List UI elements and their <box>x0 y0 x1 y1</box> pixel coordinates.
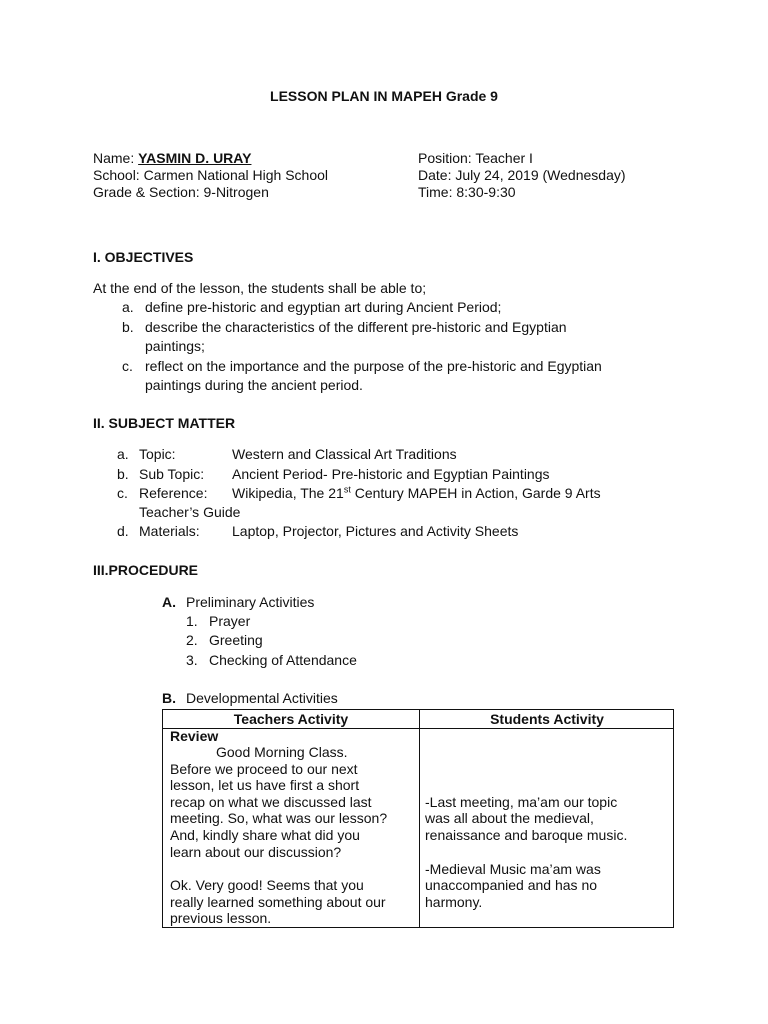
teacher-line-4: recap on what we discussed last <box>170 794 372 810</box>
preliminary-item-attendance: Checking of Attendance <box>209 652 357 668</box>
teacher-line-11: previous lesson. <box>170 910 272 926</box>
objective-text-b-cont: paintings; <box>145 338 205 354</box>
reference-sup: st <box>343 484 351 495</box>
procedure-heading: III.PROCEDURE <box>93 562 199 578</box>
objective-marker-a: a. <box>122 299 134 315</box>
procedure-b-title: Developmental Activities <box>186 690 338 706</box>
time-line: Time: 8:30-9:30 <box>418 184 516 200</box>
objective-text-c-cont: paintings during the ancient period. <box>145 377 363 393</box>
name-line <box>93 150 251 167</box>
teacher-line-1: Good Morning Class. <box>216 744 348 760</box>
teacher-line-3: lesson, let us have first a short <box>170 777 360 793</box>
student-line-2: was all about the medieval, <box>425 810 594 826</box>
table-header-divider <box>163 728 673 729</box>
subject-marker-c: c. <box>117 485 128 501</box>
subject-marker-d: d. <box>117 523 129 539</box>
students-activity-header: Students Activity <box>490 711 604 727</box>
objective-text-c: reflect on the importance and the purpose of the pre-historic and Egyptian <box>145 358 602 374</box>
grade-section-line: Grade & Section: 9-Nitrogen <box>93 184 269 200</box>
subject-value-topic: Western and Classical Art Traditions <box>232 446 457 462</box>
preliminary-item-prayer: Prayer <box>209 613 251 629</box>
student-line-1: -Last meeting, ma’am our topic <box>425 794 618 810</box>
subject-marker-b: b. <box>117 466 129 482</box>
subject-value-reference <box>232 485 601 502</box>
preliminary-item-greeting: Greeting <box>209 632 263 648</box>
teacher-line-9: Ok. Very good! Seems that you <box>170 877 364 893</box>
teacher-name: YASMIN D. URAY <box>138 150 252 166</box>
teacher-line-5: meeting. So, what was our lesson? <box>170 810 388 826</box>
procedure-b-marker: B. <box>162 690 176 706</box>
subject-label-reference: Reference: <box>139 485 208 501</box>
name-label: Name: <box>93 150 139 166</box>
preliminary-marker-3: 3. <box>186 652 198 668</box>
subject-reference-cont: Teacher’s Guide <box>139 504 241 520</box>
student-line-4: -Medieval Music ma’am was <box>425 861 601 877</box>
teacher-line-10: really learned something about our <box>170 894 386 910</box>
objective-text-b: describe the characteristics of the different pre-historic and Egyptian <box>145 319 567 335</box>
subject-label-subtopic: Sub Topic: <box>139 466 205 482</box>
objectives-intro: At the end of the lesson, the students shall be able to; <box>93 280 427 296</box>
teacher-line-7: learn about our discussion? <box>170 844 342 860</box>
subject-matter-heading: II. SUBJECT MATTER <box>93 415 236 431</box>
student-line-5: unaccompanied and has no <box>425 877 598 893</box>
objective-marker-b: b. <box>122 319 134 335</box>
teacher-line-2: Before we proceed to our next <box>170 761 358 777</box>
objective-text-a: define pre-historic and egyptian art during Ancient Period; <box>145 299 502 315</box>
document-title: LESSON PLAN IN MAPEH Grade 9 <box>270 88 498 104</box>
reference-pre: Wikipedia, The 21 <box>232 485 344 501</box>
table-column-divider <box>419 710 420 927</box>
objectives-heading: I. OBJECTIVES <box>93 249 194 265</box>
review-label: Review <box>170 728 219 744</box>
activity-table <box>162 709 674 928</box>
objective-marker-c: c. <box>122 358 133 374</box>
subject-value-subtopic: Ancient Period- Pre-historic and Egyptian Paintings <box>232 466 550 482</box>
teacher-line-6: And, kindly share what did you <box>170 827 360 843</box>
student-line-6: harmony. <box>425 894 483 910</box>
subject-marker-a: a. <box>117 446 129 462</box>
procedure-a-title: Preliminary Activities <box>186 594 315 610</box>
teachers-activity-header: Teachers Activity <box>233 711 349 727</box>
subject-label-topic: Topic: <box>139 446 176 462</box>
date-line: Date: July 24, 2019 (Wednesday) <box>418 167 626 183</box>
procedure-a-marker: A. <box>162 594 176 610</box>
school-line: School: Carmen National High School <box>93 167 329 183</box>
position-line: Position: Teacher I <box>418 150 533 166</box>
preliminary-marker-1: 1. <box>186 613 198 629</box>
subject-label-materials: Materials: <box>139 523 200 539</box>
reference-post: Century MAPEH in Action, Garde 9 Arts <box>350 485 601 501</box>
student-line-3: renaissance and baroque music. <box>425 827 628 843</box>
subject-value-materials: Laptop, Projector, Pictures and Activity Sheets <box>232 523 519 539</box>
preliminary-marker-2: 2. <box>186 632 198 648</box>
